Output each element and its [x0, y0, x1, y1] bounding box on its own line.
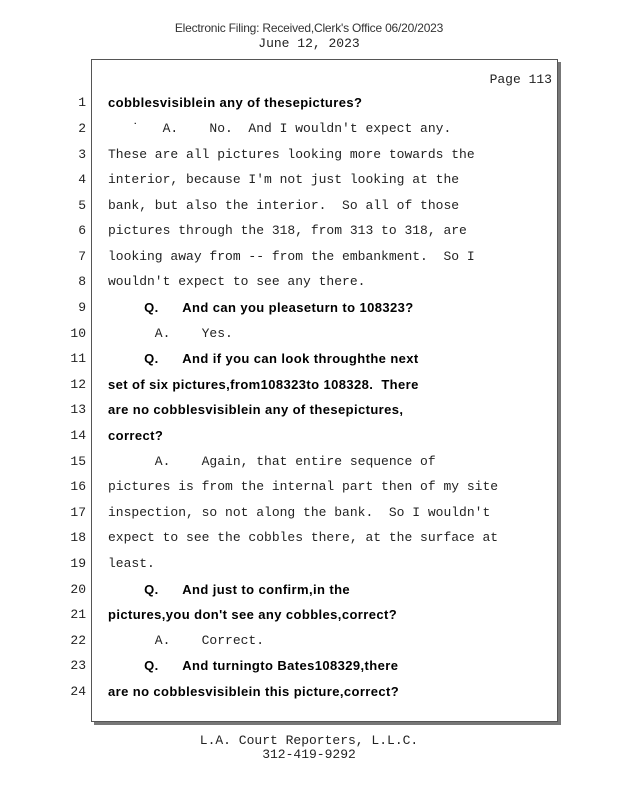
line-number: 24: [70, 684, 86, 699]
line-number: 12: [70, 377, 86, 392]
transcript-line: cobblesvisiblein any of thesepictures?: [108, 95, 363, 110]
reporter-phone: 312-419-9292: [262, 747, 356, 762]
transcript-line: set of six pictures,from108323to 108328. There: [108, 377, 419, 392]
line-number: 10: [70, 326, 86, 341]
transcript-line: are no cobblesvisiblein this picture,correct?: [108, 684, 400, 699]
filing-stamp: Electronic Filing: Received,Clerk's Office 06/20/2023: [174, 21, 444, 35]
line-number: 9: [78, 300, 86, 315]
transcript-line: pictures is from the internal part then of my site: [108, 479, 499, 494]
transcript-line: pictures,you don't see any cobbles,correct?: [108, 607, 398, 622]
transcript-line: wouldn't expect to see any there.: [108, 274, 366, 289]
transcript-line: pictures through the 318, from 313 to 318, are: [108, 223, 467, 238]
transcript-line: inspection, so not along the bank. So I wouldn't: [108, 505, 491, 520]
line-number: 1: [78, 95, 86, 110]
line-number: 22: [70, 633, 86, 648]
transcript-line: Q. And can you pleaseturn to 108323?: [108, 300, 414, 315]
line-number: 11: [70, 351, 86, 366]
line-number: 5: [78, 198, 86, 213]
line-number: 13: [70, 402, 86, 417]
transcript-line: are no cobblesvisiblein any of thesepictures,: [108, 402, 404, 417]
transcript-line: A. Yes.: [108, 326, 233, 341]
line-number: 6: [78, 223, 86, 238]
reporter-company: L.A. Court Reporters, L.L.C.: [199, 733, 419, 748]
line-number: 7: [78, 249, 86, 264]
line-number: 8: [78, 274, 86, 289]
line-number: 20: [70, 582, 86, 597]
transcript-line: Q. And if you can look throughthe next: [108, 351, 419, 366]
line-number: 21: [70, 607, 86, 622]
transcript-line: A. Again, that entire sequence of: [108, 454, 436, 469]
line-number: 15: [70, 454, 86, 469]
line-number: 16: [70, 479, 86, 494]
line-number: 3: [78, 147, 86, 162]
line-number: 23: [70, 658, 86, 673]
transcript-line: Q. And turningto Bates108329,there: [108, 658, 399, 673]
transcript-line: ˙ A. No. And I wouldn't expect any.: [108, 121, 452, 136]
transcript-line: bank, but also the interior. So all of those: [108, 198, 460, 213]
line-number: 18: [70, 530, 86, 545]
line-number: 4: [78, 172, 86, 187]
transcript-line: correct?: [108, 428, 164, 443]
line-number: 2: [78, 121, 86, 136]
transcript-line: least.: [108, 556, 155, 571]
page-number: Page 113: [489, 72, 552, 87]
transcript-line: looking away from -- from the embankment. So I: [108, 249, 475, 264]
line-number: 17: [70, 505, 86, 520]
transcript-line: expect to see the cobbles there, at the surface at: [108, 530, 499, 545]
transcript-line: A. Correct.: [108, 633, 265, 648]
line-number: 14: [70, 428, 86, 443]
transcript-line: Q. And just to confirm,in the: [108, 582, 351, 597]
deposition-date: June 12, 2023: [258, 36, 360, 51]
transcript-line: These are all pictures looking more towards the: [108, 147, 475, 162]
line-number: 19: [70, 556, 86, 571]
transcript-line: interior, because I'm not just looking at the: [108, 172, 460, 187]
